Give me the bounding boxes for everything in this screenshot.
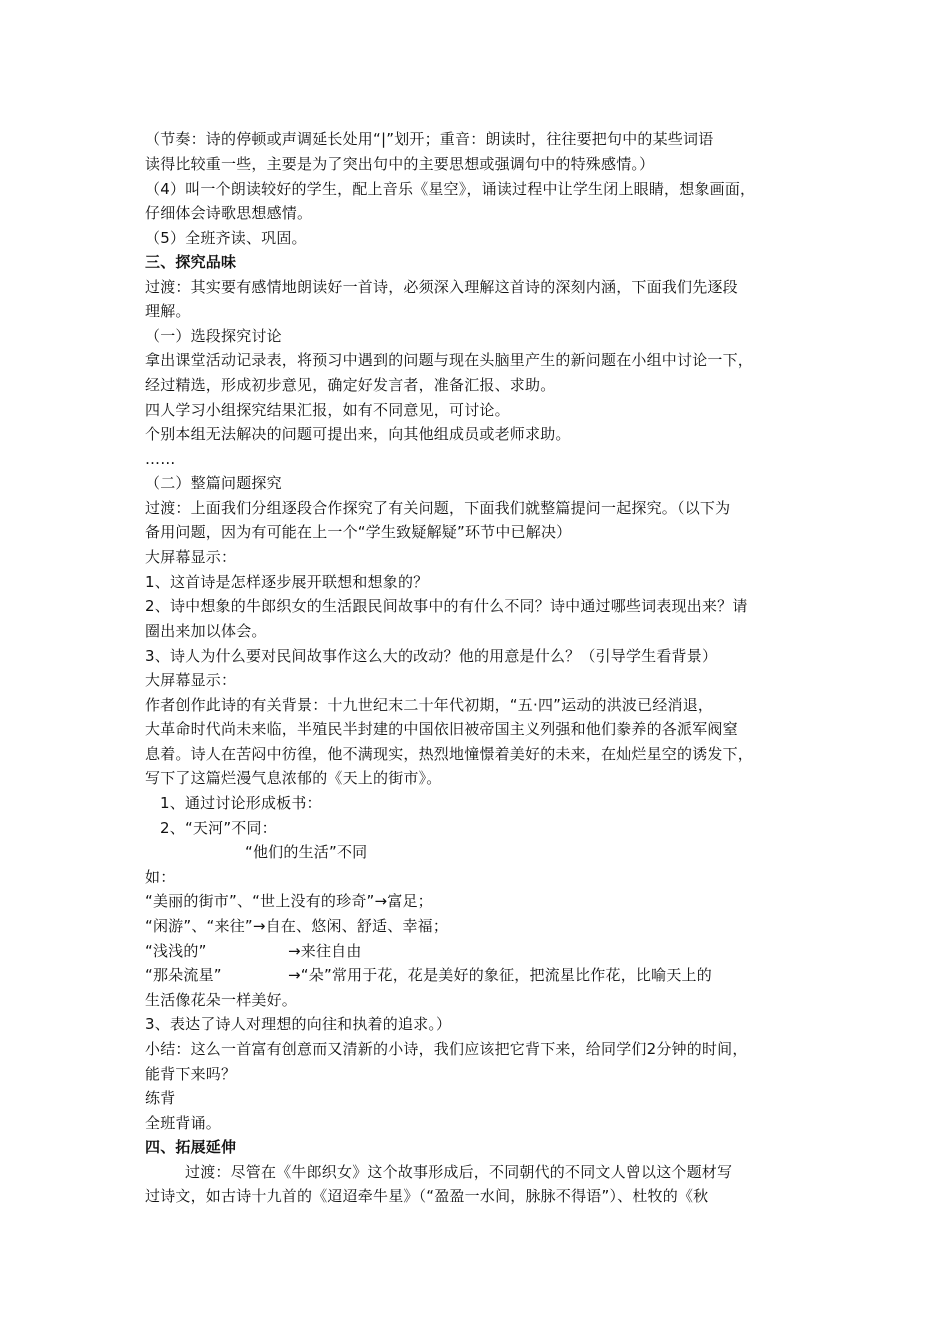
- text-line: 生活像花朵一样美好。: [145, 991, 298, 1009]
- line-explanation: →来往自由: [288, 942, 362, 960]
- text-line: 过渡：尽管在《牛郎织女》这个故事形成后，不同朝代的不同文人曾以这个题材写: [185, 1163, 733, 1181]
- question-3: 3、诗人为什么要对民间故事作这么大的改动？他的用意是什么？（引导学生看背景）: [145, 647, 718, 665]
- text-line: 经过精选，形成初步意见，确定好发言者，准备汇报、求助。: [145, 376, 556, 394]
- text-line: 过诗文，如古诗十九首的《迢迢牵牛星》（“盈盈一水间，脉脉不得语”）、杜牧的《秋: [145, 1187, 709, 1205]
- board-item-2: 2、“天河”不同：: [160, 819, 277, 837]
- text-line: 圈出来加以体会。: [145, 622, 267, 640]
- text-line: 练背: [145, 1089, 176, 1107]
- text-line: 过渡：上面我们分组逐段合作探究了有关问题，下面我们就整篇提问一起探究。（以下为: [145, 499, 731, 517]
- text-line: 读得比较重一些，主要是为了突出句中的主要思想或强调句中的特殊感情。）: [145, 155, 655, 173]
- text-line: 理解。: [145, 302, 191, 320]
- text-line: 拿出课堂活动记录表，将预习中遇到的问题与现在头脑里产生的新问题在小组中讨论一下，: [145, 351, 754, 369]
- line-term: “那朵流星”: [145, 966, 222, 984]
- text-line: 作者创作此诗的有关背景：十九世纪末二十年代初期，“五·四”运动的洪波已经消退，: [145, 696, 714, 714]
- text-line: （节奏：诗的停顿或声调延长处用“|”划开；重音：朗读时，往往要把句中的某些词语: [145, 130, 714, 148]
- question-2: 2、诗中想象的牛郎织女的生活跟民间故事中的有什么不同？诗中通过哪些词表现出来？请: [145, 597, 748, 615]
- line-term: “浅浅的”: [145, 942, 207, 960]
- text-line: 写下了这篇烂漫气息浓郁的《天上的街市》。: [145, 769, 442, 787]
- text-line: 大屏幕显示：: [145, 671, 237, 689]
- text-line: 备用问题，因为有可能在上一个“学生致疑解疑”环节中已解决）: [145, 523, 572, 541]
- text-line: 能背下来吗？: [145, 1065, 237, 1083]
- text-line: 全班背诵。: [145, 1114, 222, 1132]
- text-line: “闲游”、“来往”→自在、悠闲、舒适、幸福；: [145, 917, 449, 935]
- text-line: 大革命时代尚未来临，半殖民半封建的中国依旧被帝国主义列强和他们豢养的各派军阀窒: [145, 720, 738, 738]
- section-heading-3: 三、探究品味: [145, 253, 237, 271]
- text-line: 息着。诗人在苦闷中彷徨，他不满现实，热烈地憧憬着美好的未来，在灿烂星空的诱发下，: [145, 745, 754, 763]
- text-line: 3、表达了诗人对理想的向往和执着的追求。）: [145, 1015, 452, 1033]
- text-line: 个别本组无法解决的问题可提出来，向其他组成员或老师求助。: [145, 425, 571, 443]
- text-line: 大屏幕显示：: [145, 548, 237, 566]
- subsection-heading-2: （二）整篇问题探究: [145, 474, 282, 492]
- line-explanation: →“朵”常用于花，花是美好的象征，把流星比作花，比喻天上的: [288, 966, 712, 984]
- question-1: 1、这首诗是怎样逐步展开联想和想象的？: [145, 573, 429, 591]
- ellipsis-line: ……: [145, 450, 176, 468]
- text-line: 小结：这么一首富有创意而又清新的小诗，我们应该把它背下来，给同学们2分钟的时间，: [145, 1040, 748, 1058]
- text-line: 如：: [145, 868, 176, 886]
- text-line: “美丽的街市”、“世上没有的珍奇”→富足；: [145, 892, 433, 910]
- board-item-1: 1、通过讨论形成板书：: [160, 794, 322, 812]
- text-line: （5）全班齐读、巩固。: [145, 229, 307, 247]
- board-subitem: “他们的生活”不同: [245, 843, 368, 861]
- text-line: 四人学习小组探究结果汇报，如有不同意见，可讨论。: [145, 401, 510, 419]
- text-line: 仔细体会诗歌思想感情。: [145, 204, 313, 222]
- subsection-heading-1: （一）选段探究讨论: [145, 327, 282, 345]
- section-heading-4: 四、拓展延伸: [145, 1138, 237, 1156]
- text-line: 过渡：其实要有感情地朗读好一首诗，必须深入理解这首诗的深刻内涵，下面我们先逐段: [145, 278, 738, 296]
- text-line: （4）叫一个朗读较好的学生，配上音乐《星空》，诵读过程中让学生闭上眼睛，想象画面，: [145, 180, 756, 198]
